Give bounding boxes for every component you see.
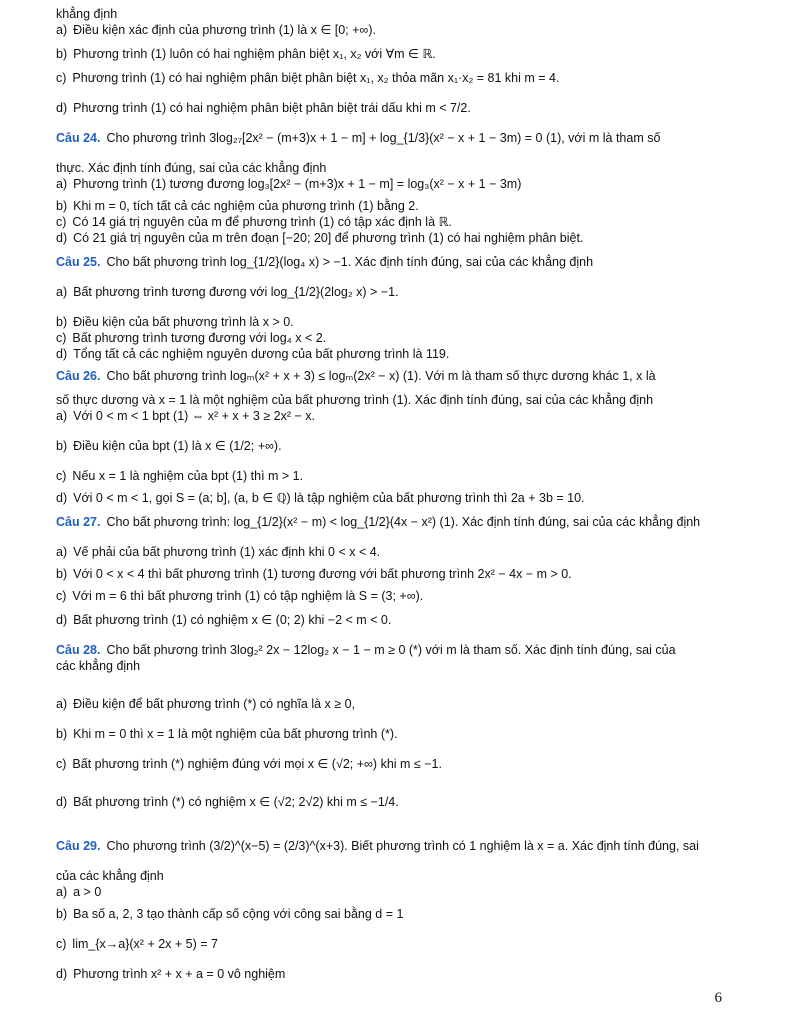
statement-23d bbox=[56, 100, 728, 116]
item-text: Điều kiện xác định của phương trình (1) là x ∈ [0; +∞). bbox=[73, 23, 376, 37]
question-number: Câu 24. bbox=[56, 131, 101, 145]
item-label: d) bbox=[56, 101, 68, 115]
item-label: a) bbox=[56, 409, 68, 423]
item-label: d) bbox=[56, 491, 68, 505]
statement-28a bbox=[56, 696, 728, 712]
item-label: b) bbox=[56, 315, 68, 329]
question-26-stem bbox=[56, 368, 728, 384]
item-text: Có 21 giá trị nguyên của m trên đoạn [−20; 20] để phương trình (1) có hai nghiệm phân biệt. bbox=[73, 231, 584, 245]
question-24-stem-cont: thực. Xác định tính đúng, sai của các khẳng định bbox=[56, 161, 327, 175]
item-label: d) bbox=[56, 231, 68, 245]
item-text: Có 14 giá trị nguyên của m để phương trình (1) có tập xác định là ℝ. bbox=[72, 215, 452, 229]
item-label: c) bbox=[56, 469, 67, 483]
statement-23b bbox=[56, 46, 728, 62]
item-label: c) bbox=[56, 215, 67, 229]
question-text: Cho phương trình (3/2)^(x−5) = (2/3)^(x+3). Biết phương trình có 1 nghiệm là x = a. Xác định tính đúng, sai bbox=[106, 839, 699, 853]
item-label: a) bbox=[56, 177, 68, 191]
statement-27d bbox=[56, 612, 728, 628]
item-text: Bất phương trình tương đương với log_{1/2}(2log₂ x) > −1. bbox=[73, 285, 399, 299]
item-label: a) bbox=[56, 885, 68, 899]
item-text: Phương trình (1) có hai nghiệm phân biệt phân biệt trái dấu khi m < 7/2. bbox=[73, 101, 471, 115]
question-number: Câu 28. bbox=[56, 643, 101, 657]
question-number: Câu 29. bbox=[56, 839, 101, 853]
item-label: b) bbox=[56, 439, 68, 453]
item-text: lim_{x→a}(x² + 2x + 5) = 7 bbox=[72, 937, 218, 951]
question-number: Câu 27. bbox=[56, 515, 101, 529]
question-28-stem-cont: các khẳng định bbox=[56, 659, 141, 673]
item-label: a) bbox=[56, 23, 68, 37]
statement-27c bbox=[56, 588, 728, 604]
item-label: b) bbox=[56, 727, 68, 741]
question-25-stem bbox=[56, 254, 728, 270]
item-text: Bất phương trình (1) có nghiệm x ∈ (0; 2) khi −2 < m < 0. bbox=[73, 613, 392, 627]
statement-26d bbox=[56, 490, 728, 506]
statement-29d bbox=[56, 966, 728, 982]
item-label: d) bbox=[56, 347, 68, 361]
item-text: Với 0 < x < 4 thì bất phương trình (1) tương đương với bất phương trình 2x² − 4x − m > 0. bbox=[73, 567, 572, 581]
item-text: Điều kiện của bpt (1) là x ∈ (1/2; +∞). bbox=[73, 439, 282, 453]
item-label: d) bbox=[56, 613, 68, 627]
item-label: c) bbox=[56, 937, 67, 951]
item-text: Điều kiện của bất phương trình là x > 0. bbox=[73, 315, 294, 329]
statement-28b bbox=[56, 726, 728, 742]
item-text: Vế phải của bất phương trình (1) xác định khi 0 < x < 4. bbox=[73, 545, 381, 559]
question-text: Cho phương trình 3log₂₇[2x² − (m+3)x + 1 − m] + log_{1/3}(x² − x + 1 − 3m) = 0 (1), với m là tham số bbox=[106, 131, 661, 145]
item-text: Phương trình (1) tương đương log₃[2x² − (m+3)x + 1 − m] = log₃(x² − x + 1 − 3m) bbox=[73, 177, 522, 191]
item-text: Phương trình x² + x + a = 0 vô nghiệm bbox=[73, 967, 286, 981]
statement-23c bbox=[56, 70, 728, 86]
item-text: Phương trình (1) có hai nghiệm phân biệt phân biệt x₁, x₂ thỏa mãn x₁·x₂ = 81 khi m = 4. bbox=[72, 71, 560, 85]
statement-29c bbox=[56, 936, 728, 952]
item-label: c) bbox=[56, 757, 67, 771]
item-text: Bất phương trình (*) có nghiệm x ∈ (√2; 2√2) khi m ≤ −1/4. bbox=[73, 795, 399, 809]
item-text: a > 0 bbox=[73, 885, 102, 899]
question-text: Cho bất phương trình 3log₂² 2x − 12log₂ x − 1 − m ≥ 0 (*) với m là tham số. Xác định tính đúng, sai của bbox=[106, 643, 676, 657]
question-28-stem bbox=[56, 642, 728, 658]
statement-29b bbox=[56, 906, 728, 922]
item-text: Khi m = 0 thì x = 1 là một nghiệm của bất phương trình (*). bbox=[73, 727, 398, 741]
question-text: Cho bất phương trình log_{1/2}(log₄ x) > −1. Xác định tính đúng, sai của các khẳng định bbox=[106, 255, 594, 269]
item-text: Nếu x = 1 là nghiệm của bpt (1) thì m > 1. bbox=[72, 469, 304, 483]
item-label: a) bbox=[56, 545, 68, 559]
page-number: 6 bbox=[714, 990, 722, 1006]
item-label: b) bbox=[56, 567, 68, 581]
item-text: Bất phương trình tương đương với log₄ x < 2. bbox=[72, 331, 327, 345]
question-29-stem-cont: của các khẳng định bbox=[56, 869, 164, 883]
item-label: b) bbox=[56, 47, 68, 61]
item-label: b) bbox=[56, 199, 68, 213]
question-24-stem bbox=[56, 130, 728, 146]
statement-24b bbox=[56, 198, 728, 214]
item-text: Ba số a, 2, 3 tạo thành cấp số cộng với công sai bằng d = 1 bbox=[73, 907, 404, 921]
item-text: Với 0 < m < 1 bpt (1) ⇔ x² + x + 3 ≥ 2x² − x. bbox=[73, 409, 316, 423]
item-label: d) bbox=[56, 967, 68, 981]
item-label: a) bbox=[56, 285, 68, 299]
statement-23a bbox=[56, 22, 728, 38]
statement-27b bbox=[56, 566, 728, 582]
question-27-stem bbox=[56, 514, 728, 530]
item-text: Khi m = 0, tích tất cả các nghiệm của phương trình (1) bằng 2. bbox=[73, 199, 419, 213]
item-text: Phương trình (1) luôn có hai nghiệm phân biệt x₁, x₂ với ∀m ∈ ℝ. bbox=[73, 47, 436, 61]
item-text: Với m = 6 thì bất phương trình (1) có tập nghiệm là S = (3; +∞). bbox=[72, 589, 424, 603]
question-number: Câu 25. bbox=[56, 255, 101, 269]
question-29-stem bbox=[56, 838, 728, 854]
item-label: c) bbox=[56, 71, 67, 85]
statement-24a bbox=[56, 176, 728, 192]
statement-28c bbox=[56, 756, 728, 772]
item-label: b) bbox=[56, 907, 68, 921]
statement-27a bbox=[56, 544, 728, 560]
question-number: Câu 26. bbox=[56, 369, 101, 383]
item-text: Bất phương trình (*) nghiệm đúng với mọi x ∈ (√2; +∞) khi m ≤ −1. bbox=[72, 757, 442, 771]
statement-24d bbox=[56, 230, 728, 246]
question-text: Cho bất phương trình: log_{1/2}(x² − m) < log_{1/2}(4x − x²) (1). Xác định tính đúng, sai của các khẳng định bbox=[106, 515, 701, 529]
question-26-stem-cont: số thực dương và x = 1 là một nghiệm của bất phương trình (1). Xác định tính đúng, sai của các khẳng định bbox=[56, 393, 654, 407]
statement-29a bbox=[56, 884, 728, 900]
statement-25b bbox=[56, 314, 728, 330]
continuation-text: khẳng định bbox=[56, 7, 118, 21]
item-label: d) bbox=[56, 795, 68, 809]
item-label: a) bbox=[56, 697, 68, 711]
statement-26c bbox=[56, 468, 728, 484]
statement-26b bbox=[56, 438, 728, 454]
item-label: c) bbox=[56, 331, 67, 345]
item-text: Với 0 < m < 1, gọi S = (a; b], (a, b ∈ ℚ) là tập nghiệm của bất phương trình thì 2a + 3b = 10. bbox=[73, 491, 585, 505]
statement-25d bbox=[56, 346, 728, 362]
question-text: Cho bất phương trình logₘ(x² + x + 3) ≤ logₘ(2x² − x) (1). Với m là tham số thực dương khác 1, x là bbox=[106, 369, 656, 383]
statement-25a bbox=[56, 284, 728, 300]
item-label: c) bbox=[56, 589, 67, 603]
statement-26a bbox=[56, 408, 728, 424]
item-text: Tổng tất cả các nghiệm nguyên dương của bất phương trình là 119. bbox=[73, 347, 450, 361]
document-page bbox=[56, 6, 728, 982]
statement-25c bbox=[56, 330, 728, 346]
statement-28d bbox=[56, 794, 728, 810]
item-text: Điều kiện để bất phương trình (*) có nghĩa là x ≥ 0, bbox=[73, 697, 356, 711]
statement-24c bbox=[56, 214, 728, 230]
